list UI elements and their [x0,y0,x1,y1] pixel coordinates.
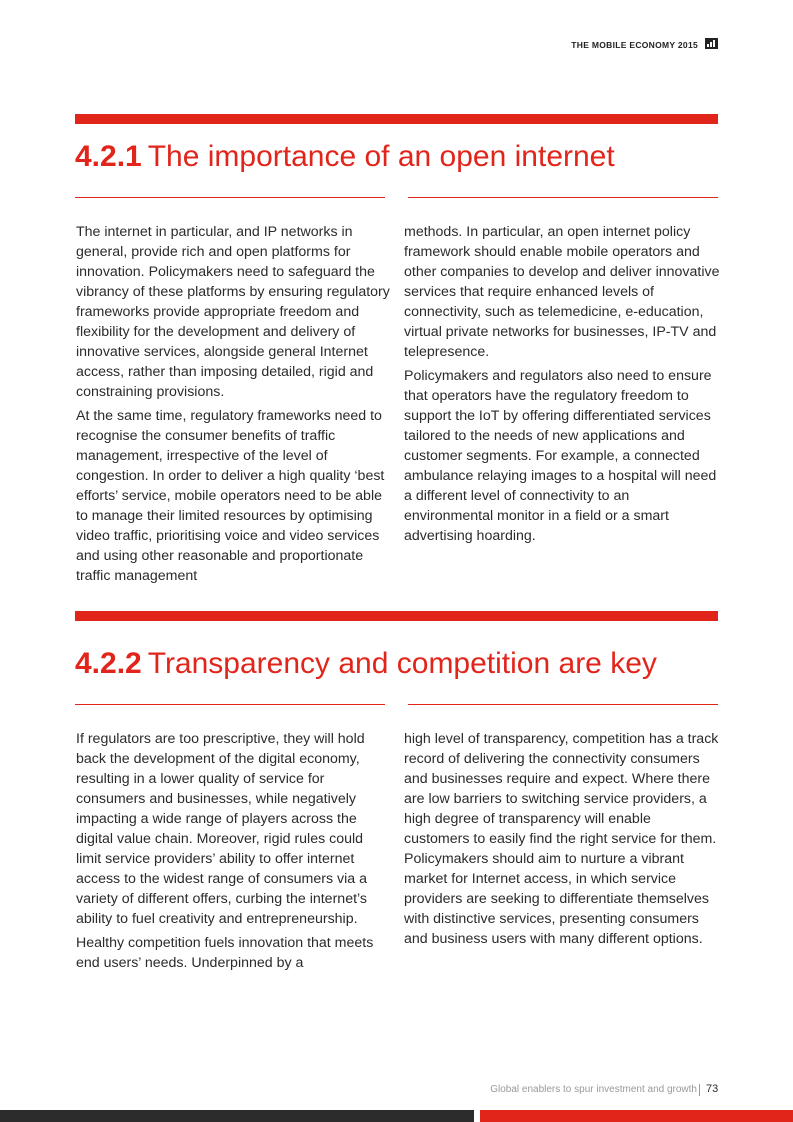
paragraph: Healthy competition fuels innovation that meets end users’ needs. Underpinned by a [76,935,374,971]
heading-underline-right [408,197,718,198]
section-title-text: Transparency and competition are key [147,647,657,680]
footer-chapter-title: Global enablers to spur investment and growth [490,1084,697,1095]
section-divider-band [75,611,718,621]
heading-underline-left [75,197,385,198]
section-body-left [76,729,392,977]
heading-underline-right [408,704,718,705]
running-header: THE MOBILE ECONOMY 2015 [571,40,698,50]
paragraph: If regulators are too prescriptive, they will hold back the development of the digital economy, resulting in a lower quality of service for consumers and businesses, while negatively impacting a wide range of players across the digital value chain. Moreover, rigid rules could limit service providers’ ability to offer internet access to the widest range of consumers via a variety of different offers, curbing the internet’s ability to fuel creativity and entrepreneurship. [76,731,368,927]
section-heading [75,649,657,679]
paragraph: high level of transparency, competition has a track record of delivering the connectivity consumers and businesses require and expect. Where there are low barriers to switching service providers, a high degree of transparency will enable customers to easily find the right service for them. Policymakers should aim to nurture a vibrant market for Internet access, in which service providers are seeking to differentiate themselves with distinctive services, presenting consumers and business users with many different options. [404,731,719,947]
paragraph: methods. In particular, an open internet policy framework should enable mobile operators and other companies to develop and deliver innovative services that require enhanced levels of connectivity, such as telemedicine, e-education, virtual private networks for businesses, IP-TV and telepresence. [404,224,720,360]
page-number: 73 [706,1083,719,1095]
section-number: 4.2.2 [75,647,142,680]
heading-underline-left [75,704,385,705]
section-heading [75,142,615,172]
paragraph: At the same time, regulatory frameworks need to recognise the consumer benefits of traffic management, irrespective of the level of congestion. In order to deliver a high quality ‘best efforts’ service, mobile operators need to be able to manage their limited resources by optimising video traffic, prioritising voice and video services and using other reasonable and proportionate traffic management [76,408,385,584]
footer-bar-dark [0,1110,474,1122]
section-number: 4.2.1 [75,140,142,173]
paragraph: Policymakers and regulators also need to ensure that operators have the regulatory freedom to support the IoT by offering differentiated services tailored to the needs of new applications and customer segments. For example, a connected ambulance relaying images to a hospital will need a different level of connectivity to an environmental monitor in a field or a smart advertising hoarding. [404,368,717,544]
section-body-left [76,222,392,590]
footer-bar-red [480,1110,793,1122]
section-divider-band [75,114,718,124]
section-title-text: The importance of an open internet [147,140,615,173]
paragraph: The internet in particular, and IP networks in general, provide rich and open platforms for innovation. Policymakers need to safeguard the vibrancy of these platforms by ensuring regulatory frameworks provide appropriate freedom and flexibility for the development and delivery of innovative services, alongside general Internet access, rather than imposing detailed, rigid and constraining provisions. [76,224,390,400]
section-body-right [404,222,720,550]
footer-separator [699,1084,700,1096]
section-body-right [404,729,720,953]
mobile-economy-icon [705,38,718,49]
